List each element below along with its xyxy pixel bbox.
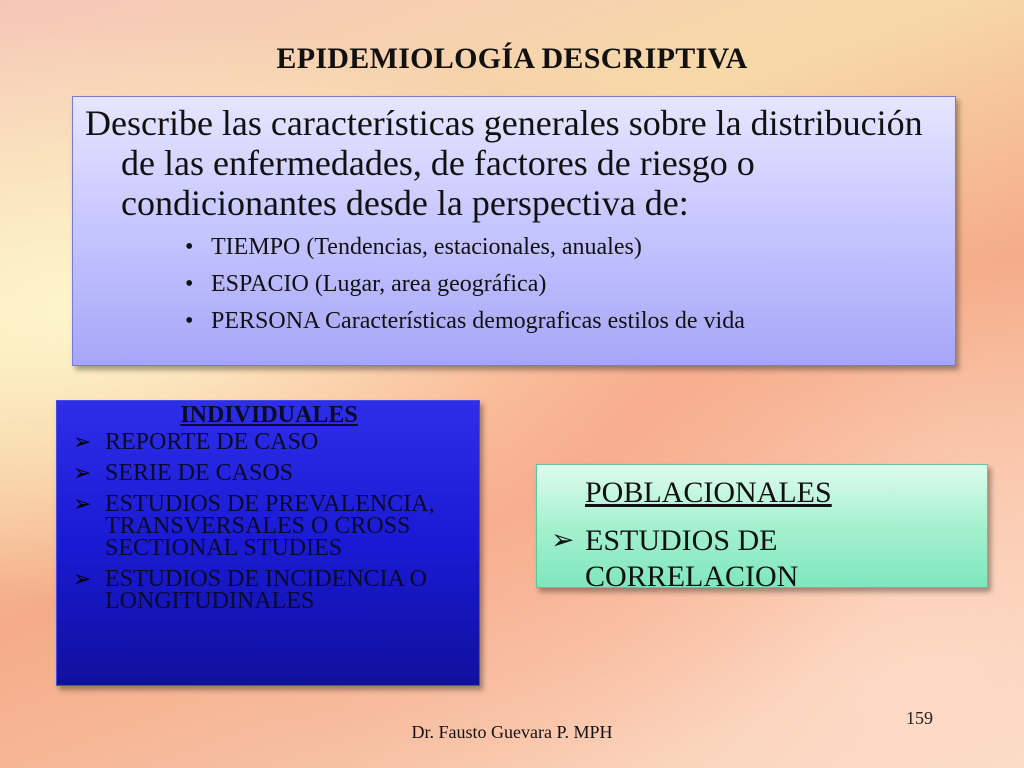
- list-item: [69, 431, 469, 453]
- poblacionales-box: [536, 464, 988, 593]
- list-item-text: ESTUDIOS DE PREVALENCIA, TRANSVERSALES O CROSS SECTIONAL STUDIES: [105, 491, 435, 561]
- list-item: [69, 568, 469, 612]
- arrow-bullet-icon: ➢: [551, 525, 575, 556]
- list-item-text: SERIE DE CASOS: [105, 460, 294, 486]
- slide-footer: Dr. Fausto Guevara P. MPH: [411, 722, 613, 742]
- individuales-list: [69, 431, 469, 612]
- arrow-bullet-icon: ➢: [73, 491, 92, 516]
- slide-title: EPIDEMIOLOGÍA DESCRIPTIVA: [276, 42, 748, 75]
- individuales-box: [56, 400, 480, 686]
- arrow-bullet-icon: ➢: [73, 566, 92, 591]
- description-box: [72, 96, 956, 366]
- description-paragraph: Describe las características generales sobre la distribución de las enfermedades, de factores de riesgo o condicionantes desde la perspectiva de:: [85, 103, 923, 223]
- list-item: [69, 493, 469, 559]
- list-item-text: PERSONA Características demograficas estilos de vida: [211, 308, 745, 334]
- list-item-text: TIEMPO (Tendencias, estacionales, anuales): [211, 234, 642, 260]
- bullet-icon: •: [185, 234, 194, 260]
- bullet-icon: •: [185, 308, 194, 334]
- list-item: [185, 266, 943, 303]
- list-item: [549, 523, 977, 595]
- list-item-text: ESPACIO (Lugar, area geográfica): [211, 271, 547, 297]
- list-item: [185, 303, 943, 340]
- perspective-list: [85, 229, 943, 340]
- individuales-heading: INDIVIDUALES: [180, 402, 358, 428]
- page-number: 159: [906, 708, 933, 728]
- arrow-bullet-icon: ➢: [73, 429, 92, 454]
- poblacionales-heading: POBLACIONALES: [585, 476, 832, 509]
- list-item-text: ESTUDIOS DE CORRELACION: [585, 524, 799, 593]
- list-item: [69, 462, 469, 484]
- poblacionales-list: [549, 523, 977, 595]
- list-item: [185, 229, 943, 266]
- list-item-text: REPORTE DE CASO: [105, 429, 319, 455]
- bullet-icon: •: [185, 271, 194, 297]
- arrow-bullet-icon: ➢: [73, 460, 92, 485]
- list-item-text: ESTUDIOS DE INCIDENCIA O LONGITUDINALES: [105, 566, 427, 614]
